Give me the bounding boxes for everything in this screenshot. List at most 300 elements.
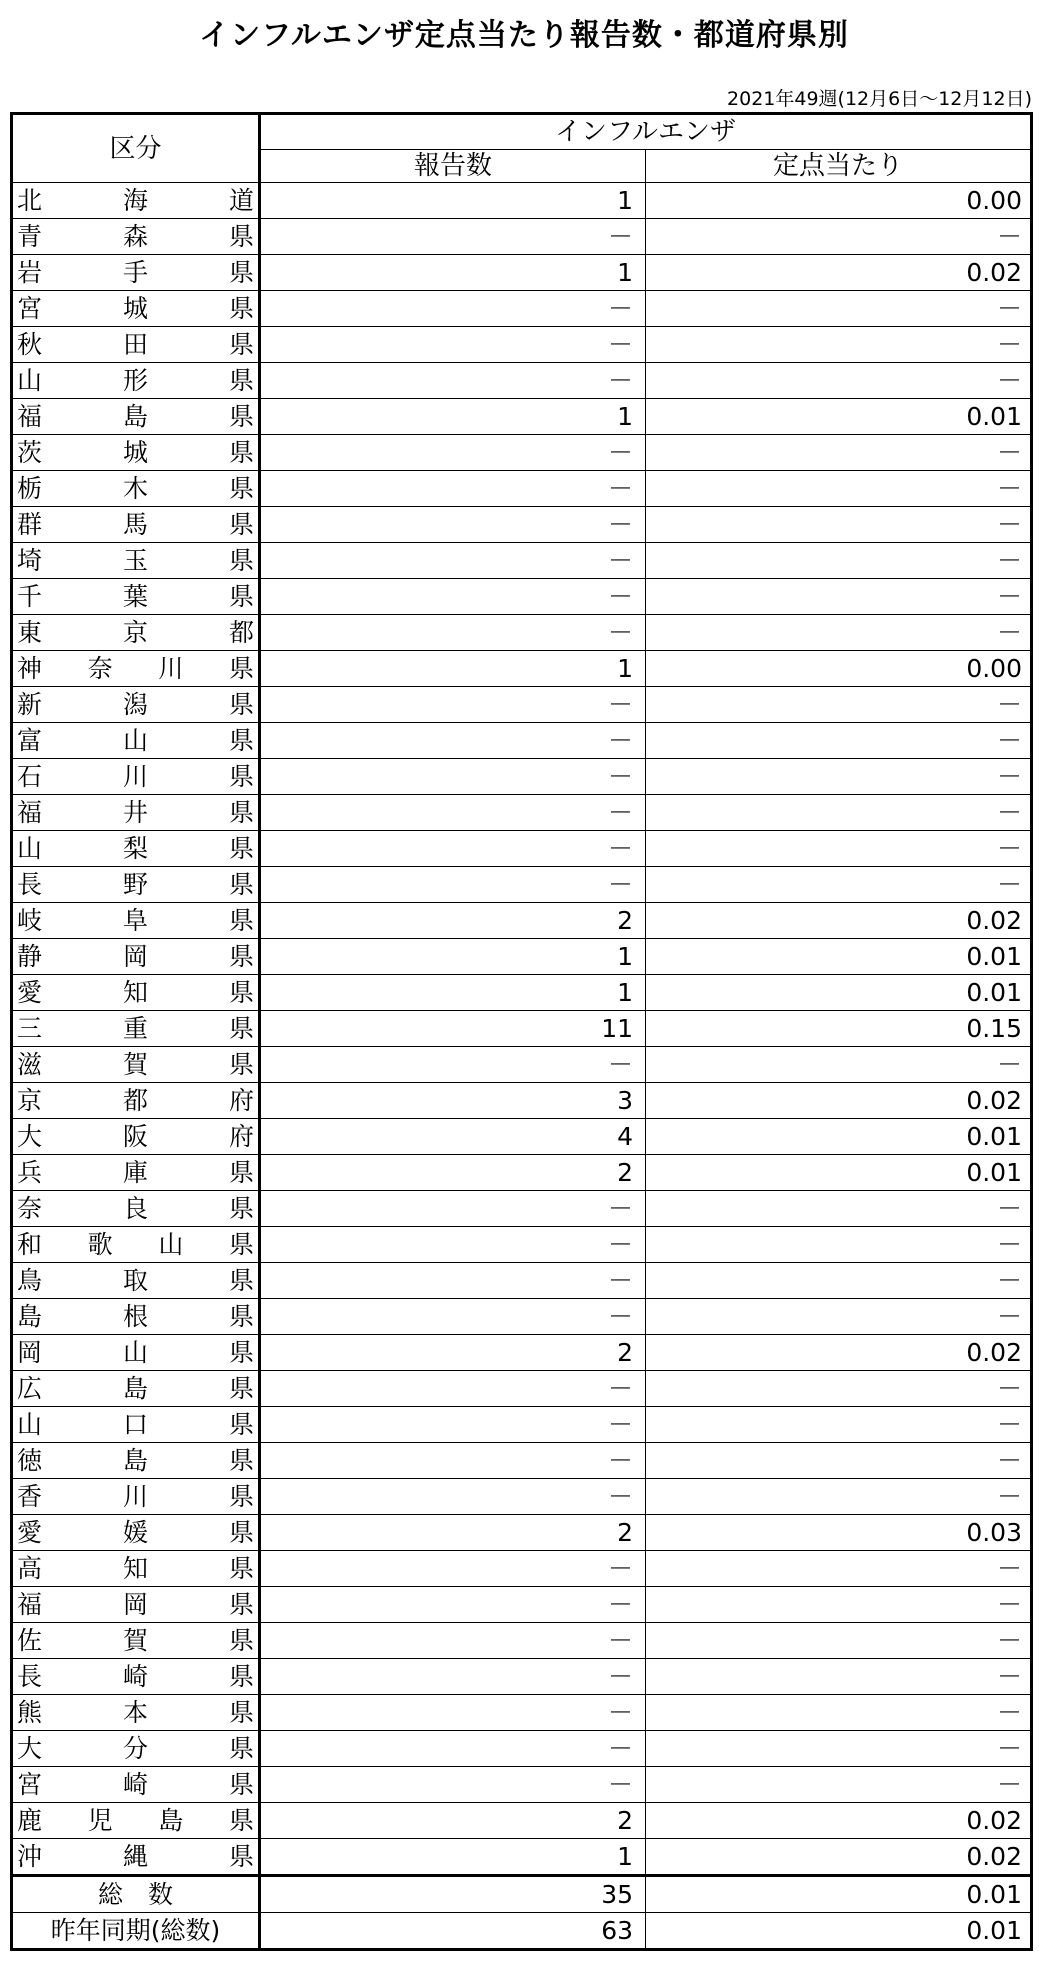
prefecture-name <box>12 1083 260 1119</box>
total-label: 総 数 <box>12 1876 260 1913</box>
prefecture-name <box>12 1263 260 1299</box>
table-row <box>12 1119 1032 1155</box>
prefecture-name-char: 分 <box>122 1734 148 1763</box>
prefecture-name-char: 庫 <box>122 1158 148 1187</box>
prefecture-name-char: 宮 <box>17 1770 43 1799</box>
prefecture-name-char: 阪 <box>122 1122 148 1151</box>
per-sentinel-rate: 0.01 <box>646 1155 1032 1191</box>
prefecture-name <box>12 867 260 903</box>
table-row <box>12 1695 1032 1731</box>
table-row <box>12 1083 1032 1119</box>
prefecture-name-char: 新 <box>17 690 43 719</box>
prefecture-name-char: 山 <box>17 366 43 395</box>
report-count: 1 <box>260 399 646 435</box>
prefecture-name-char: 口 <box>122 1410 148 1439</box>
per-sentinel-rate: － <box>646 219 1032 255</box>
per-sentinel-rate: － <box>646 723 1032 759</box>
report-count: － <box>260 1551 646 1587</box>
prefecture-name-char: 県 <box>228 474 254 503</box>
report-count: － <box>260 1227 646 1263</box>
prefecture-name-char: 重 <box>122 1014 148 1043</box>
prefecture-name-char: 県 <box>228 690 254 719</box>
per-sentinel-rate: － <box>646 795 1032 831</box>
per-sentinel-rate: － <box>646 1767 1032 1803</box>
prefecture-name <box>12 1047 260 1083</box>
prefecture-name-char: 木 <box>122 474 148 503</box>
prefecture-name-char: 川 <box>122 1482 148 1511</box>
report-count: － <box>260 1047 646 1083</box>
per-sentinel-rate: － <box>646 1479 1032 1515</box>
prefecture-name-char: 長 <box>17 870 43 899</box>
per-sentinel-rate: － <box>646 1227 1032 1263</box>
report-count: 2 <box>260 903 646 939</box>
prefecture-name-char: 良 <box>122 1194 148 1223</box>
prefecture-name-char: 県 <box>228 546 254 575</box>
prefecture-name-char: 静 <box>17 942 43 971</box>
prefecture-name-char: 広 <box>17 1374 43 1403</box>
prefecture-name-char: 県 <box>228 1194 254 1223</box>
per-sentinel-rate: 0.02 <box>646 1803 1032 1839</box>
prefecture-name <box>12 1155 260 1191</box>
report-count: － <box>260 1479 646 1515</box>
prefecture-name-char: 奈 <box>87 654 113 683</box>
prefecture-name-char: 県 <box>228 294 254 323</box>
report-count: － <box>260 1587 646 1623</box>
prefecture-name <box>12 1551 260 1587</box>
table-row <box>12 219 1032 255</box>
prefecture-name-char: 城 <box>122 438 148 467</box>
report-count: 2 <box>260 1803 646 1839</box>
table-row <box>12 1731 1032 1767</box>
per-sentinel-rate: － <box>646 363 1032 399</box>
per-sentinel-rate: 0.02 <box>646 1083 1032 1119</box>
prefecture-name-char: 県 <box>228 1410 254 1439</box>
report-count: － <box>260 1191 646 1227</box>
per-sentinel-rate: － <box>646 1191 1032 1227</box>
prev-year-count: 63 <box>260 1913 646 1950</box>
prefecture-name-char: 徳 <box>17 1446 43 1475</box>
table-row <box>12 903 1032 939</box>
report-count: － <box>260 1695 646 1731</box>
prefecture-name <box>12 1623 260 1659</box>
prefecture-name-char: 県 <box>228 726 254 755</box>
prefecture-name-char: 岡 <box>17 1338 43 1367</box>
prefecture-name-char: 形 <box>122 366 148 395</box>
prefecture-name-char: 本 <box>122 1698 148 1727</box>
prefecture-name <box>12 1659 260 1695</box>
prefecture-name-char: 山 <box>17 834 43 863</box>
prefecture-name-char: 大 <box>17 1734 43 1763</box>
prefecture-name-char: 梨 <box>122 834 148 863</box>
prefecture-name-char: 群 <box>17 510 43 539</box>
table-row <box>12 1227 1032 1263</box>
prefecture-name-char: 沖 <box>17 1842 43 1871</box>
prefecture-name-char: 川 <box>122 762 148 791</box>
per-sentinel-rate: 0.00 <box>646 183 1032 219</box>
prefecture-name-char: 県 <box>228 366 254 395</box>
table-row <box>12 939 1032 975</box>
prefecture-name-char: 県 <box>228 1338 254 1367</box>
prefecture-name-char: 県 <box>228 1014 254 1043</box>
report-count: － <box>260 723 646 759</box>
header-influenza: インフルエンザ <box>260 114 1032 150</box>
prefecture-name-char: 県 <box>228 1518 254 1547</box>
prefecture-name-char: 茨 <box>17 438 43 467</box>
table-row <box>12 651 1032 687</box>
header-per-sentinel: 定点当たり <box>646 150 1032 183</box>
per-sentinel-rate: － <box>646 1731 1032 1767</box>
table-row <box>12 759 1032 795</box>
prefecture-name-char: 道 <box>228 186 254 215</box>
prefecture-name-char: 県 <box>228 798 254 827</box>
per-sentinel-rate: 0.01 <box>646 939 1032 975</box>
prefecture-name <box>12 183 260 219</box>
header-report-count: 報告数 <box>260 150 646 183</box>
per-sentinel-rate: － <box>646 759 1032 795</box>
prefecture-name-char: 兵 <box>17 1158 43 1187</box>
prefecture-name <box>12 1407 260 1443</box>
prefecture-name-char: 葉 <box>122 582 148 611</box>
report-count: 3 <box>260 1083 646 1119</box>
table-row <box>12 435 1032 471</box>
table-row <box>12 723 1032 759</box>
table-row <box>12 1515 1032 1551</box>
per-sentinel-rate: 0.02 <box>646 1335 1032 1371</box>
report-count: － <box>260 867 646 903</box>
prefecture-name-char: 田 <box>122 330 148 359</box>
prev-year-label: 昨年同期(総数) <box>12 1913 260 1950</box>
report-count: 4 <box>260 1119 646 1155</box>
prefecture-name-char: 縄 <box>122 1842 148 1871</box>
prefecture-name-char: 栃 <box>17 474 43 503</box>
table-row <box>12 327 1032 363</box>
prefecture-name <box>12 579 260 615</box>
table-row <box>12 795 1032 831</box>
table-row <box>12 471 1032 507</box>
prefecture-name <box>12 975 260 1011</box>
table-row <box>12 1659 1032 1695</box>
per-sentinel-rate: － <box>646 1623 1032 1659</box>
prefecture-name-char: 鹿 <box>17 1806 43 1835</box>
prefecture-name-char: 福 <box>17 1590 43 1619</box>
table-row <box>12 255 1032 291</box>
per-sentinel-rate: － <box>646 1659 1032 1695</box>
prefecture-table <box>10 112 1033 1951</box>
table-row <box>12 615 1032 651</box>
per-sentinel-rate: － <box>646 579 1032 615</box>
report-count: － <box>260 579 646 615</box>
report-count: － <box>260 363 646 399</box>
prefecture-name <box>12 939 260 975</box>
prefecture-name <box>12 687 260 723</box>
report-count: 1 <box>260 1839 646 1876</box>
prefecture-name-char: 山 <box>122 726 148 755</box>
per-sentinel-rate: － <box>646 831 1032 867</box>
header-kubun: 区分 <box>12 114 260 183</box>
report-count: － <box>260 435 646 471</box>
prefecture-name-char: 島 <box>122 402 148 431</box>
prefecture-name-char: 北 <box>17 186 43 215</box>
prefecture-name <box>12 1335 260 1371</box>
prefecture-name <box>12 291 260 327</box>
table-row <box>12 291 1032 327</box>
prefecture-name-char: 都 <box>228 618 254 647</box>
prefecture-name-char: 県 <box>228 870 254 899</box>
table-row <box>12 1011 1032 1047</box>
prefecture-name <box>12 435 260 471</box>
prefecture-name <box>12 759 260 795</box>
table-row <box>12 507 1032 543</box>
per-sentinel-rate: － <box>646 615 1032 651</box>
prefecture-name-char: 県 <box>228 1590 254 1619</box>
prefecture-name-char: 鳥 <box>17 1266 43 1295</box>
table-row <box>12 1479 1032 1515</box>
table-body <box>12 183 1032 1950</box>
prefecture-name-char: 県 <box>228 1842 254 1871</box>
prefecture-name-char: 潟 <box>122 690 148 719</box>
report-count: 1 <box>260 975 646 1011</box>
prefecture-name <box>12 363 260 399</box>
prefecture-name <box>12 1515 260 1551</box>
prev-year-row <box>12 1913 1032 1950</box>
prefecture-name-char: 県 <box>228 1698 254 1727</box>
table-row <box>12 579 1032 615</box>
prefecture-name-char: 県 <box>228 978 254 1007</box>
prefecture-name-char: 児 <box>87 1806 113 1835</box>
prefecture-name-char: 山 <box>122 1338 148 1367</box>
table-row <box>12 183 1032 219</box>
prefecture-name-char: 千 <box>17 582 43 611</box>
per-sentinel-rate: － <box>646 1443 1032 1479</box>
table-row <box>12 1407 1032 1443</box>
table-row <box>12 1155 1032 1191</box>
prefecture-name-char: 手 <box>122 258 148 287</box>
prefecture-name-char: 県 <box>228 1626 254 1655</box>
prefecture-name-char: 県 <box>228 1482 254 1511</box>
prefecture-name-char: 県 <box>228 258 254 287</box>
prefecture-name-char: 県 <box>228 942 254 971</box>
prefecture-name <box>12 795 260 831</box>
prefecture-name-char: 馬 <box>122 510 148 539</box>
prefecture-name-char: 滋 <box>17 1050 43 1079</box>
table-row <box>12 1371 1032 1407</box>
prefecture-name-char: 知 <box>122 978 148 1007</box>
per-sentinel-rate: － <box>646 687 1032 723</box>
prefecture-name-char: 三 <box>17 1014 43 1043</box>
prefecture-name-char: 愛 <box>17 978 43 1007</box>
per-sentinel-rate: 0.03 <box>646 1515 1032 1551</box>
report-count: － <box>260 831 646 867</box>
prefecture-name <box>12 723 260 759</box>
prefecture-name <box>12 1371 260 1407</box>
prefecture-name <box>12 1587 260 1623</box>
table-row <box>12 363 1032 399</box>
per-sentinel-rate: 0.02 <box>646 1839 1032 1876</box>
report-count: － <box>260 1659 646 1695</box>
prev-year-rate: 0.01 <box>646 1913 1032 1950</box>
prefecture-name-char: 岡 <box>122 942 148 971</box>
prefecture-name <box>12 651 260 687</box>
prefecture-name <box>12 543 260 579</box>
prefecture-name <box>12 507 260 543</box>
prefecture-name-char: 島 <box>17 1302 43 1331</box>
report-count: 2 <box>260 1515 646 1551</box>
prefecture-name-char: 知 <box>122 1554 148 1583</box>
report-count: 1 <box>260 939 646 975</box>
prefecture-name-char: 城 <box>122 294 148 323</box>
prefecture-name-char: 山 <box>17 1410 43 1439</box>
per-sentinel-rate: － <box>646 435 1032 471</box>
prefecture-name-char: 島 <box>122 1446 148 1475</box>
prefecture-name <box>12 327 260 363</box>
prefecture-name <box>12 1011 260 1047</box>
prefecture-name <box>12 1227 260 1263</box>
table-row <box>12 1443 1032 1479</box>
prefecture-name <box>12 1299 260 1335</box>
prefecture-name-char: 県 <box>228 1266 254 1295</box>
prefecture-name <box>12 831 260 867</box>
prefecture-name <box>12 1695 260 1731</box>
prefecture-name-char: 県 <box>228 1446 254 1475</box>
prefecture-name-char: 大 <box>17 1122 43 1151</box>
per-sentinel-rate: － <box>646 471 1032 507</box>
per-sentinel-rate: － <box>646 1047 1032 1083</box>
report-count: － <box>260 543 646 579</box>
prefecture-name-char: 県 <box>228 330 254 359</box>
prefecture-name <box>12 615 260 651</box>
prefecture-name-char: 海 <box>122 186 148 215</box>
prefecture-name <box>12 1479 260 1515</box>
prefecture-name-char: 県 <box>228 1554 254 1583</box>
per-sentinel-rate: － <box>646 1695 1032 1731</box>
prefecture-name <box>12 1731 260 1767</box>
prefecture-name-char: 府 <box>228 1122 254 1151</box>
prefecture-name-char: 熊 <box>17 1698 43 1727</box>
table-row <box>12 687 1032 723</box>
report-count: － <box>260 327 646 363</box>
prefecture-name-char: 秋 <box>17 330 43 359</box>
prefecture-name-char: 岩 <box>17 258 43 287</box>
per-sentinel-rate: － <box>646 1407 1032 1443</box>
report-count: － <box>260 759 646 795</box>
prefecture-name-char: 県 <box>228 582 254 611</box>
prefecture-name-char: 崎 <box>122 1662 148 1691</box>
prefecture-name <box>12 1443 260 1479</box>
per-sentinel-rate: 0.01 <box>646 1119 1032 1155</box>
prefecture-name-char: 賀 <box>122 1626 148 1655</box>
per-sentinel-rate: 0.02 <box>646 255 1032 291</box>
table-row <box>12 975 1032 1011</box>
per-sentinel-rate: － <box>646 1263 1032 1299</box>
prefecture-name-char: 井 <box>122 798 148 827</box>
prefecture-name-char: 根 <box>122 1302 148 1331</box>
prefecture-name-char: 賀 <box>122 1050 148 1079</box>
table-row <box>12 1803 1032 1839</box>
report-count: 2 <box>260 1335 646 1371</box>
per-sentinel-rate: 0.00 <box>646 651 1032 687</box>
prefecture-name <box>12 1191 260 1227</box>
table-row <box>12 1767 1032 1803</box>
table-row <box>12 1551 1032 1587</box>
report-count: － <box>260 1263 646 1299</box>
table-row <box>12 1299 1032 1335</box>
prefecture-name-char: 愛 <box>17 1518 43 1547</box>
prefecture-name-char: 阜 <box>122 906 148 935</box>
prefecture-name-char: 県 <box>228 1158 254 1187</box>
prefecture-name-char: 京 <box>122 618 148 647</box>
prefecture-name-char: 佐 <box>17 1626 43 1655</box>
prefecture-name-char: 県 <box>228 1230 254 1259</box>
prefecture-name-char: 玉 <box>122 546 148 575</box>
report-count: 2 <box>260 1155 646 1191</box>
prefecture-name-char: 県 <box>228 1662 254 1691</box>
prefecture-name-char: 県 <box>228 222 254 251</box>
prefecture-name-char: 森 <box>122 222 148 251</box>
total-count: 35 <box>260 1876 646 1913</box>
prefecture-name-char: 高 <box>17 1554 43 1583</box>
table-row <box>12 1623 1032 1659</box>
prefecture-name-char: 県 <box>228 402 254 431</box>
prefecture-name <box>12 1767 260 1803</box>
prefecture-name-char: 香 <box>17 1482 43 1511</box>
prefecture-name <box>12 255 260 291</box>
report-count: － <box>260 687 646 723</box>
prefecture-name <box>12 1803 260 1839</box>
report-count: 11 <box>260 1011 646 1047</box>
table-row <box>12 543 1032 579</box>
table-row <box>12 1335 1032 1371</box>
prefecture-name-char: 埼 <box>17 546 43 575</box>
prefecture-name <box>12 471 260 507</box>
report-count: 1 <box>260 255 646 291</box>
per-sentinel-rate: － <box>646 291 1032 327</box>
prefecture-name-char: 奈 <box>17 1194 43 1223</box>
report-count: － <box>260 1731 646 1767</box>
report-count: － <box>260 1407 646 1443</box>
prefecture-name-char: 神 <box>17 654 43 683</box>
per-sentinel-rate: － <box>646 543 1032 579</box>
report-count: － <box>260 1443 646 1479</box>
report-count: － <box>260 291 646 327</box>
prefecture-name-char: 川 <box>158 654 184 683</box>
table-row <box>12 1047 1032 1083</box>
prefecture-name-char: 和 <box>17 1230 43 1259</box>
per-sentinel-rate: 0.02 <box>646 903 1032 939</box>
prefecture-name-char: 東 <box>17 618 43 647</box>
report-count: － <box>260 1623 646 1659</box>
prefecture-name-char: 県 <box>228 1734 254 1763</box>
per-sentinel-rate: － <box>646 1587 1032 1623</box>
report-count: － <box>260 1299 646 1335</box>
prefecture-name <box>12 399 260 435</box>
prefecture-name-char: 歌 <box>87 1230 113 1259</box>
total-row <box>12 1876 1032 1913</box>
report-count: － <box>260 507 646 543</box>
prefecture-name <box>12 1119 260 1155</box>
report-count: － <box>260 795 646 831</box>
prefecture-name-char: 県 <box>228 438 254 467</box>
prefecture-name-char: 県 <box>228 762 254 791</box>
per-sentinel-rate: － <box>646 867 1032 903</box>
per-sentinel-rate: － <box>646 1371 1032 1407</box>
table-row <box>12 867 1032 903</box>
prefecture-name-char: 宮 <box>17 294 43 323</box>
report-count: － <box>260 1371 646 1407</box>
table-row <box>12 1263 1032 1299</box>
prefecture-name-char: 岐 <box>17 906 43 935</box>
per-sentinel-rate: － <box>646 507 1032 543</box>
prefecture-name-char: 県 <box>228 510 254 539</box>
